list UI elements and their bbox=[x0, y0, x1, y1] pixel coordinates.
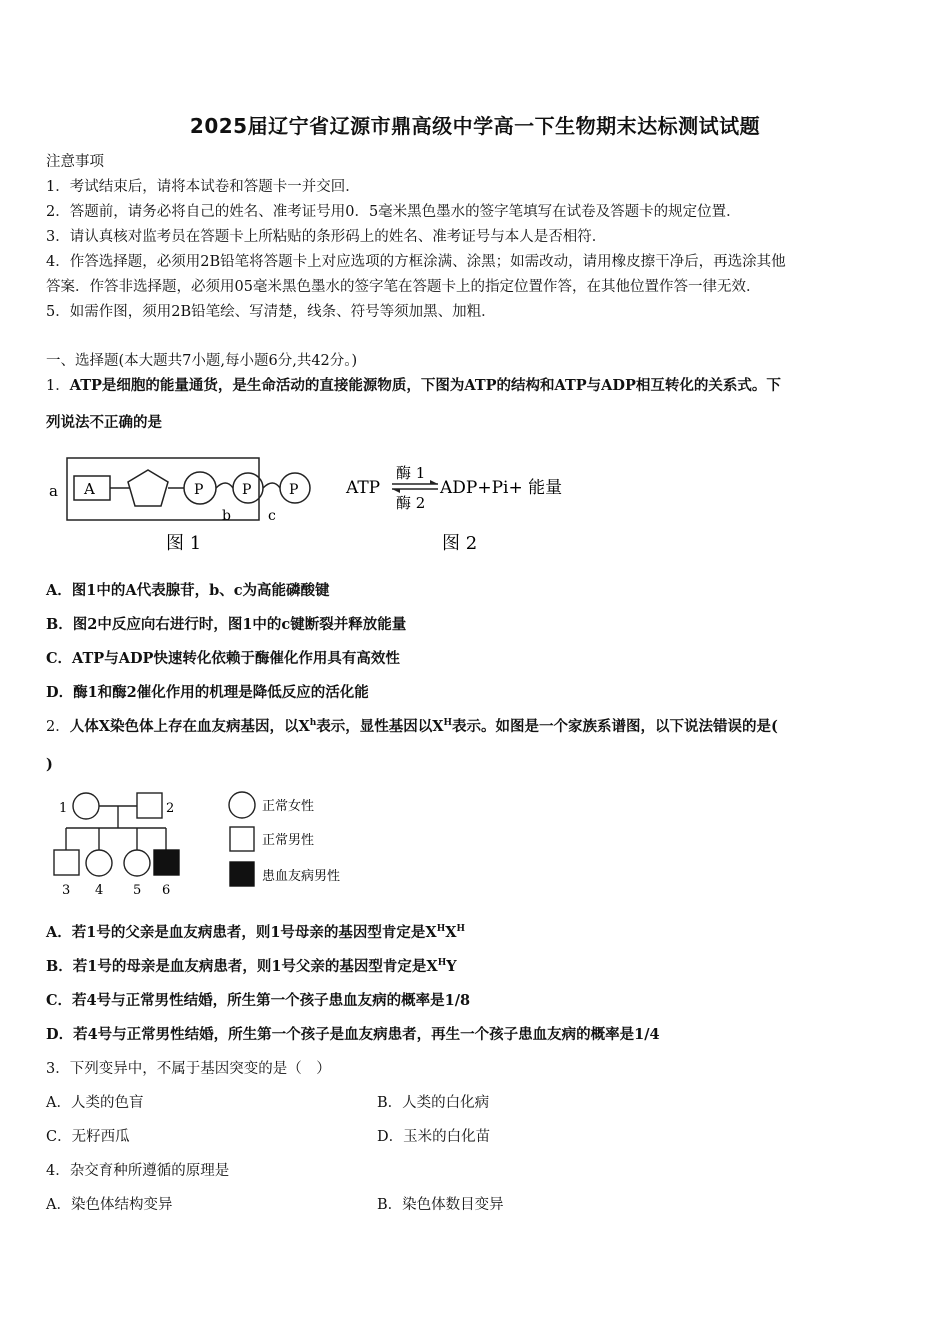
q4-option-b[interactable]: B．染色体数目变异 bbox=[377, 1197, 504, 1213]
option-text: Y bbox=[446, 958, 457, 975]
question-text-part: 人体X染色体上存在血友病基因，以X bbox=[69, 718, 310, 735]
superscript: H bbox=[443, 718, 453, 728]
superscript: h bbox=[309, 718, 317, 728]
enzyme-1-label: 酶 1 bbox=[396, 464, 426, 482]
question-2-stem bbox=[46, 718, 778, 736]
figure-2-caption: 图 2 bbox=[442, 533, 478, 554]
equation-left: ATP bbox=[346, 478, 381, 498]
high-energy-bond-b bbox=[216, 483, 233, 488]
question-text-part: 表示，显性基因以X bbox=[316, 718, 444, 735]
female-1-symbol bbox=[73, 793, 99, 819]
option-text: B．若1号的母亲是血友病患者，则1号父亲的基因型肯定是X bbox=[46, 958, 438, 975]
q3-option-d[interactable]: D．玉米的白化苗 bbox=[377, 1129, 491, 1145]
high-energy-bond-c bbox=[263, 483, 280, 488]
question-text: ATP是细胞的能量通货，是生命活动的直接能源物质，下图为ATP的结构和ATP与ADP相互转化的关系式。下 bbox=[69, 377, 781, 394]
option-text: A．若1号的父亲是血友病患者，则1号母亲的基因型肯定是X bbox=[46, 924, 437, 941]
legend-affected-icon bbox=[230, 862, 254, 886]
legend-female-label: 正常女性 bbox=[262, 799, 315, 814]
q1-option-c[interactable]: C．ATP与ADP快速转化依赖于酶催化作用具有高效性 bbox=[46, 650, 400, 667]
notice-heading: 注意事项 bbox=[46, 154, 104, 170]
phosphate-label: P bbox=[242, 482, 252, 498]
notice-item: 4．作答选择题，必须用2B铅笔将答题卡上对应选项的方框涂满、涂黑；如需改动，请用橡皮擦干净后，再选涂其他 bbox=[46, 254, 786, 270]
female-4-symbol bbox=[86, 850, 112, 876]
reverse-arrowhead bbox=[392, 489, 400, 493]
q3-option-c[interactable]: C．无籽西瓜 bbox=[46, 1129, 130, 1145]
q1-option-b[interactable]: B．图2中反应向右进行时，图1中的c键断裂并释放能量 bbox=[46, 616, 407, 633]
q3-option-a[interactable]: A．人类的色盲 bbox=[46, 1095, 144, 1111]
question-2-stem-cont: ) bbox=[46, 756, 53, 773]
q2-option-a[interactable] bbox=[46, 924, 465, 942]
notice-item: 答案．作答非选择题，必须用05毫米黑色墨水的签字笔在答题卡上的指定位置作答，在其他位置作答一律无效． bbox=[46, 279, 761, 295]
individual-number: 2 bbox=[166, 801, 175, 816]
q1-option-d[interactable]: D．酶1和酶2催化作用的机理是降低反应的活化能 bbox=[46, 684, 369, 701]
male-3-symbol bbox=[54, 850, 79, 875]
forward-arrowhead bbox=[430, 480, 438, 484]
question-number: 2． bbox=[46, 719, 70, 735]
question-number: 3． bbox=[46, 1061, 70, 1077]
label-c: c bbox=[268, 508, 276, 524]
individual-number: 1 bbox=[59, 801, 68, 816]
legend-male-label: 正常男性 bbox=[262, 833, 315, 848]
section-heading: 一、选择题(本大题共7小题,每小题6分,共42分。) bbox=[46, 353, 358, 369]
q3-option-b[interactable]: B．人类的白化病 bbox=[377, 1095, 490, 1111]
enzyme-2-label: 酶 2 bbox=[396, 494, 426, 512]
q4-option-a[interactable]: A．染色体结构变异 bbox=[46, 1197, 173, 1213]
question-3-stem bbox=[46, 1060, 331, 1078]
equation-right: ADP+Pi+ 能量 bbox=[440, 478, 563, 498]
male-2-symbol bbox=[137, 793, 162, 818]
q2-option-d[interactable]: D．若4号与正常男性结婚，所生第一个孩子是血友病患者，再生一个孩子患血友病的概率是1/4 bbox=[46, 1026, 660, 1043]
legend-male-icon bbox=[230, 827, 254, 851]
atp-figure bbox=[40, 452, 580, 562]
notice-item: 3．请认真核对监考员在答题卡上所粘贴的条形码上的姓名、准考证号与本人是否相符． bbox=[46, 229, 607, 245]
question-text-part: 表示。如图是一个家族系谱图，以下说法错误的是( bbox=[452, 718, 778, 735]
ribose-pentagon bbox=[128, 470, 168, 506]
notice-item: 2．答题前，请务必将自己的姓名、准考证号用0．5毫米黑色墨水的签字笔填写在试卷及答题卡的规定位置． bbox=[46, 204, 741, 220]
q2-option-b[interactable] bbox=[46, 958, 457, 976]
superscript: H bbox=[436, 924, 446, 934]
phosphate-label: P bbox=[194, 482, 204, 498]
question-text: 下列变异中，不属于基因突变的是（ ） bbox=[69, 1061, 331, 1077]
option-text: X bbox=[445, 924, 457, 941]
individual-number: 6 bbox=[162, 883, 171, 898]
affected-male-6-symbol bbox=[154, 850, 179, 875]
question-1-stem bbox=[46, 377, 781, 395]
superscript: H bbox=[437, 958, 447, 968]
q1-option-a[interactable]: A．图1中的A代表腺苷，b、c为高能磷酸键 bbox=[46, 582, 330, 599]
label-a: a bbox=[49, 482, 58, 500]
individual-number: 4 bbox=[95, 883, 104, 898]
legend-affected-label: 患血友病男性 bbox=[262, 869, 341, 884]
pedigree-figure bbox=[50, 786, 370, 902]
question-4-stem bbox=[46, 1162, 229, 1180]
page-title: 2025届辽宁省辽源市鼎高级中学高一下生物期末达标测试试题 bbox=[189, 114, 761, 138]
question-1-stem-cont: 列说法不正确的是 bbox=[46, 414, 162, 431]
legend-female-icon bbox=[229, 792, 255, 818]
label-b: b bbox=[222, 508, 231, 524]
female-5-symbol bbox=[124, 850, 150, 876]
figure-1-caption: 图 1 bbox=[166, 533, 202, 554]
question-text: 杂交育种所遵循的原理是 bbox=[69, 1163, 230, 1179]
individual-number: 3 bbox=[62, 883, 71, 898]
adenine-label: A bbox=[84, 480, 95, 498]
question-number: 4． bbox=[46, 1163, 70, 1179]
notice-item: 5．如需作图，须用2B铅笔绘、写清楚，线条、符号等须加黑、加粗． bbox=[46, 304, 496, 320]
phosphate-label: P bbox=[289, 482, 299, 498]
individual-number: 5 bbox=[133, 883, 142, 898]
notice-item: 1．考试结束后，请将本试卷和答题卡一并交回． bbox=[46, 179, 360, 195]
question-number: 1． bbox=[46, 378, 70, 394]
q2-option-c[interactable]: C．若4号与正常男性结婚，所生第一个孩子患血友病的概率是1/8 bbox=[46, 992, 471, 1009]
superscript: H bbox=[456, 924, 465, 934]
